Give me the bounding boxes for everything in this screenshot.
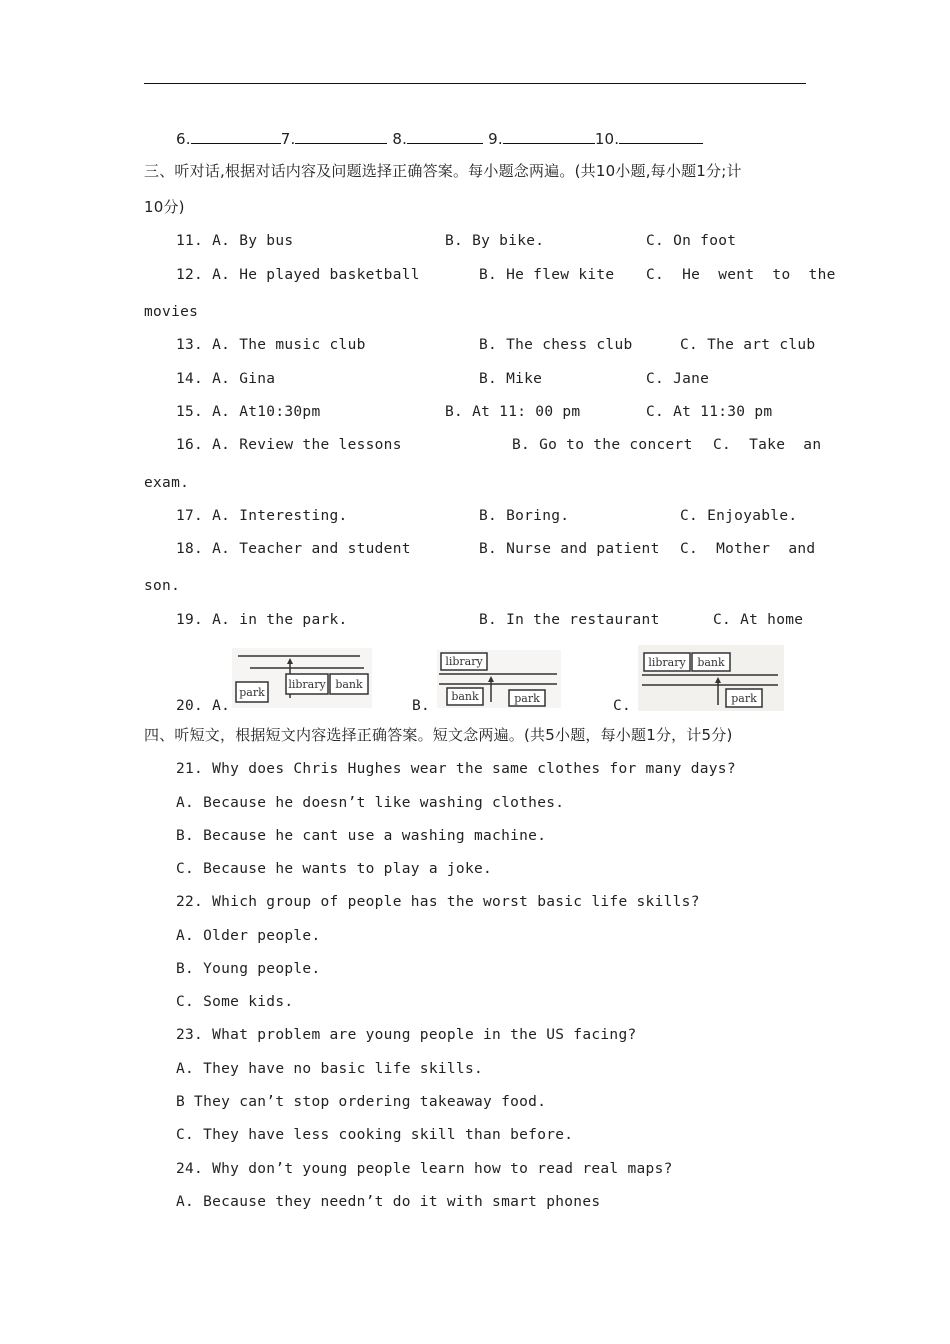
- q16-option-a: 16. A. Review the lessons: [176, 437, 402, 453]
- q18-option-b: B. Nurse and patient: [479, 541, 660, 557]
- map-b-park-label: park: [514, 692, 540, 705]
- q24-option-a: A. Because they needn’t do it with smart phones: [176, 1194, 601, 1210]
- q23-option-a: A. They have no basic life skills.: [176, 1061, 484, 1077]
- q16-option-c: C. Take an: [713, 437, 822, 453]
- q21-question: 21. Why does Chris Hughes wear the same clothes for many days?: [176, 761, 736, 777]
- q17-option-a: 17. A. Interesting.: [176, 508, 348, 524]
- map-c-bank-label: bank: [697, 656, 725, 669]
- map-b-bank-label: bank: [451, 690, 479, 703]
- map-b-library-label: library: [445, 655, 483, 668]
- q16-option-b: B. Go to the concert: [512, 437, 693, 453]
- blank-label-9: 9.: [488, 130, 503, 148]
- q20-map-c: [638, 645, 784, 711]
- q24-question: 24. Why don’t young people learn how to read real maps?: [176, 1161, 673, 1177]
- q15-option-a: 15. A. At10:30pm: [176, 404, 321, 420]
- q21-option-a: A. Because he doesn’t like washing clothes.: [176, 795, 565, 811]
- q20-option-a: 20. A.: [176, 698, 231, 714]
- blank-label-7: 7.: [280, 130, 296, 148]
- blank-label-10: 10.: [594, 130, 620, 148]
- map-c-library-label: library: [648, 656, 686, 669]
- blank-label-8: 8.: [392, 130, 408, 148]
- q15-option-c: C. At 11:30 pm: [646, 404, 773, 420]
- q18-option-a: 18. A. Teacher and student: [176, 541, 411, 557]
- q15-option-b: B. At 11: 00 pm: [445, 404, 581, 420]
- q18-option-c-cont: son.: [144, 578, 181, 594]
- q22-option-b: B. Young people.: [176, 961, 321, 977]
- q22-option-a: A. Older people.: [176, 928, 321, 944]
- q11-option-b: B. By bike.: [445, 233, 545, 249]
- q22-option-c: C. Some kids.: [176, 994, 294, 1010]
- q14-option-b: B. Mike: [479, 371, 543, 387]
- section3-title-cont: 10分): [144, 198, 185, 216]
- answer-blank-6[interactable]: [191, 128, 281, 144]
- q23-option-c: C. They have less cooking skill than before.: [176, 1127, 574, 1143]
- q11-option-a: 11. A. By bus: [176, 233, 294, 249]
- q13-option-c: C. The art club: [680, 337, 816, 353]
- q19-option-a: 19. A. in the park.: [176, 612, 348, 628]
- map-a-park-label: park: [239, 686, 265, 699]
- q12-option-c-cont: movies: [144, 304, 199, 320]
- q23-question: 23. What problem are young people in the US facing?: [176, 1027, 637, 1043]
- q13-option-b: B. The chess club: [479, 337, 633, 353]
- map-c-park-label: park: [731, 692, 757, 705]
- q14-option-a: 14. A. Gina: [176, 371, 276, 387]
- answer-blanks-row: [176, 128, 703, 149]
- answer-blank-9[interactable]: [503, 128, 595, 144]
- q12-option-b: B. He flew kite: [479, 267, 615, 283]
- q12-option-c: C. He went to the: [646, 267, 836, 283]
- section4-title: 四、听短文，根据短文内容选择正确答案。短文念两遍。(共5小题，每小题1分，计5分): [144, 726, 733, 744]
- q23-option-b: B They can’t stop ordering takeaway food.: [176, 1094, 547, 1110]
- q12-option-a: 12. A. He played basketball: [176, 267, 420, 283]
- q17-option-b: B. Boring.: [479, 508, 570, 524]
- q14-option-c: C. Jane: [646, 371, 710, 387]
- q20-map-b: [437, 650, 561, 708]
- blank-label-6: 6.: [176, 130, 191, 148]
- q21-option-b: B. Because he cant use a washing machine.: [176, 828, 547, 844]
- answer-blank-10[interactable]: [619, 128, 703, 144]
- q17-option-c: C. Enjoyable.: [680, 508, 798, 524]
- q21-option-c: C. Because he wants to play a joke.: [176, 861, 493, 877]
- q20-option-b: B.: [412, 698, 431, 714]
- q19-option-c: C. At home: [713, 612, 804, 628]
- q20-option-c: C.: [613, 698, 632, 714]
- q11-option-c: C. On foot: [646, 233, 737, 249]
- map-a-library-label: library: [288, 678, 326, 691]
- q18-option-c: C. Mother and: [680, 541, 816, 557]
- answer-blank-8[interactable]: [407, 128, 483, 144]
- section3-title: 三、听对话,根据对话内容及问题选择正确答案。每小题念两遍。(共10小题,每小题1分;计: [144, 162, 742, 180]
- answer-blank-7[interactable]: [295, 128, 387, 144]
- header-rule: [144, 83, 806, 84]
- q22-question: 22. Which group of people has the worst basic life skills?: [176, 894, 700, 910]
- q20-map-a: [232, 648, 372, 708]
- q13-option-a: 13. A. The music club: [176, 337, 366, 353]
- q19-option-b: B. In the restaurant: [479, 612, 660, 628]
- q16-option-c-cont: exam.: [144, 475, 190, 491]
- map-a-bank-label: bank: [335, 678, 363, 691]
